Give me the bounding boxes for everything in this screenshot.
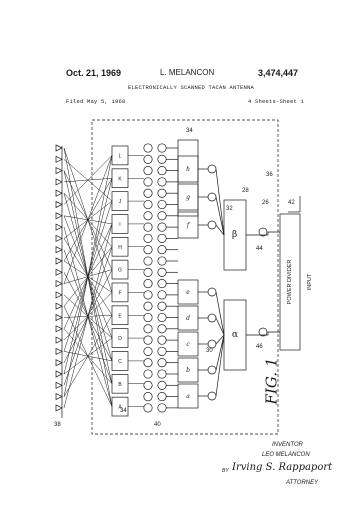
left-block-label: D: [118, 336, 122, 343]
combiner-circles: [208, 165, 224, 400]
antenna-element: [56, 405, 62, 411]
circle-col1: [144, 404, 152, 412]
ref-28: 28: [242, 188, 249, 194]
network-line: [64, 155, 112, 396]
circle-col2: [158, 347, 166, 355]
antenna-element: [56, 315, 62, 321]
filed-date: Filed May 5, 1968: [66, 98, 126, 105]
patent-number: 3,474,447: [258, 68, 299, 78]
network-line: [64, 315, 112, 396]
input-label: INPUT: [307, 273, 313, 291]
right-block-label: d: [186, 315, 190, 322]
circle-col2: [158, 336, 166, 344]
network-line: [64, 155, 112, 204]
ref-40: 40: [154, 422, 161, 428]
left-blocks: [112, 146, 128, 416]
antenna-element: [56, 303, 62, 309]
circle-col1: [144, 246, 152, 254]
circle-col1: [144, 268, 152, 276]
circle-col2: [158, 404, 166, 412]
circle-col1: [144, 291, 152, 299]
circle-col1: [144, 347, 152, 355]
left-block-label: C: [118, 358, 122, 365]
ref-26: 26: [262, 200, 269, 206]
circle-col1: [144, 178, 152, 186]
alpha-connection: [246, 332, 280, 335]
circle-col1: [144, 279, 152, 287]
circle-col2: [158, 166, 166, 174]
circle-col2: [158, 268, 166, 276]
circle-col2: [158, 223, 166, 231]
circle-col2: [158, 144, 166, 152]
combiner-circle: [208, 165, 216, 173]
sheet-info: 4 Sheets-Sheet 1: [248, 98, 305, 105]
antenna-element: [56, 382, 62, 388]
circle-col2: [158, 234, 166, 242]
circle-col1: [144, 200, 152, 208]
ref-34-top: 34: [186, 128, 193, 134]
circle-col2: [158, 155, 166, 163]
antenna-element: [56, 371, 62, 377]
circle-col2: [158, 381, 166, 389]
circle-col1: [144, 370, 152, 378]
circle-col2: [158, 189, 166, 197]
circle-col1: [144, 313, 152, 321]
ref-44: 44: [256, 246, 263, 252]
circle-col2: [158, 325, 166, 333]
amp-beta-label: β: [232, 230, 238, 240]
network-line: [64, 155, 112, 283]
by-label: BY: [222, 468, 229, 474]
amp-alpha-label: α: [232, 330, 239, 340]
right-block-label: b: [186, 367, 190, 374]
combiner-circle: [208, 221, 216, 229]
left-block-label: G: [118, 267, 122, 274]
circle-column-2: [158, 144, 178, 412]
antenna-element: [56, 235, 62, 241]
circle-col2: [158, 279, 166, 287]
right-block-label: g: [186, 194, 190, 201]
inventor-name: LEO MELANCON: [262, 452, 310, 458]
circle-col2: [158, 246, 166, 254]
right-block-label: e: [186, 289, 190, 296]
antenna-element: [56, 269, 62, 275]
circle-column-1: [144, 144, 152, 412]
circle-col1: [144, 144, 152, 152]
combiner-circle: [208, 193, 216, 201]
ref-42: 42: [288, 200, 295, 206]
patent-date: Oct. 21, 1969: [66, 68, 122, 78]
ref-36: 36: [266, 172, 273, 178]
ref-38: 38: [54, 422, 61, 428]
power-divider-label: POWER DIVIDER: [287, 259, 293, 305]
antenna-element: [56, 258, 62, 264]
circle-col2: [158, 212, 166, 220]
antenna-element: [56, 360, 62, 366]
antenna-element: [56, 337, 62, 343]
antenna-element: [56, 281, 62, 287]
inventor-label: INVENTOR: [272, 442, 303, 448]
switching-network-lines: [64, 148, 144, 408]
circle-col2: [158, 200, 166, 208]
antenna-element: [56, 156, 62, 162]
left-block-label: B: [118, 381, 122, 388]
antenna-element: [56, 326, 62, 332]
circle-col1: [144, 302, 152, 310]
circle-col1: [144, 166, 152, 174]
circle-col1: [144, 234, 152, 242]
antenna-element: [56, 292, 62, 298]
left-block-label: L: [118, 153, 122, 160]
circle-col2: [158, 313, 166, 321]
combiner-circle: [208, 288, 216, 296]
ref-34-bottom: 34: [120, 408, 127, 414]
circle-col2: [158, 178, 166, 186]
combiner-circle: [208, 392, 216, 400]
ref-30: 30: [206, 348, 213, 354]
left-block-label: J: [118, 199, 122, 206]
left-block-label: H: [118, 244, 122, 251]
antenna-element: [56, 394, 62, 400]
combiner-circle: [208, 340, 216, 348]
antenna-element: [56, 145, 62, 151]
right-block-label: h: [186, 166, 190, 173]
combiner-circle: [208, 366, 216, 374]
right-block-label: a: [186, 393, 190, 400]
left-block-label: F: [118, 290, 122, 297]
antenna-element: [56, 202, 62, 208]
figure-caption: FIG. 1: [262, 357, 281, 405]
circle-col1: [144, 381, 152, 389]
circle-col1: [144, 155, 152, 163]
right-block-label: f: [186, 222, 190, 229]
circle-col1: [144, 223, 152, 231]
left-block-label: I: [119, 221, 121, 228]
antenna-element: [56, 213, 62, 219]
circle-col2: [158, 359, 166, 367]
right-block-label: c: [186, 341, 190, 348]
circle-col1: [144, 189, 152, 197]
beta-connection: [246, 232, 280, 235]
circle-col1: [144, 359, 152, 367]
circle-col1: [144, 325, 152, 333]
block-h-group: [178, 140, 198, 216]
antenna-elements: [56, 145, 62, 411]
combiner-link: [216, 318, 224, 335]
circle-col2: [158, 302, 166, 310]
antenna-element: [56, 224, 62, 230]
combiner-circle: [208, 314, 216, 322]
circle-col2: [158, 392, 166, 400]
attorney-label: ATTORNEY: [286, 480, 319, 486]
circle-col2: [158, 370, 166, 378]
attorney-signature: Irving S. Rappaport: [232, 462, 333, 473]
right-blocks: [178, 156, 208, 408]
left-block-label: K: [118, 176, 122, 183]
ref-46: 46: [256, 344, 263, 350]
circle-col2: [158, 291, 166, 299]
circle-col1: [144, 392, 152, 400]
circle-col1: [144, 212, 152, 220]
antenna-element: [56, 348, 62, 354]
circle-col1: [144, 257, 152, 265]
inventor-header: L. MELANCON: [160, 68, 215, 77]
patent-title: ELECTRONICALLY SCANNED TACAN ANTENNA: [128, 84, 255, 91]
left-block-label: E: [118, 313, 122, 320]
antenna-element: [56, 179, 62, 185]
antenna-element: [56, 168, 62, 174]
antenna-element: [56, 190, 62, 196]
ref-32: 32: [226, 206, 233, 212]
combiner-link: [216, 292, 224, 335]
left-block-label: A: [118, 404, 122, 411]
circle-col1: [144, 336, 152, 344]
antenna-element: [56, 247, 62, 253]
circle-col2: [158, 257, 166, 265]
